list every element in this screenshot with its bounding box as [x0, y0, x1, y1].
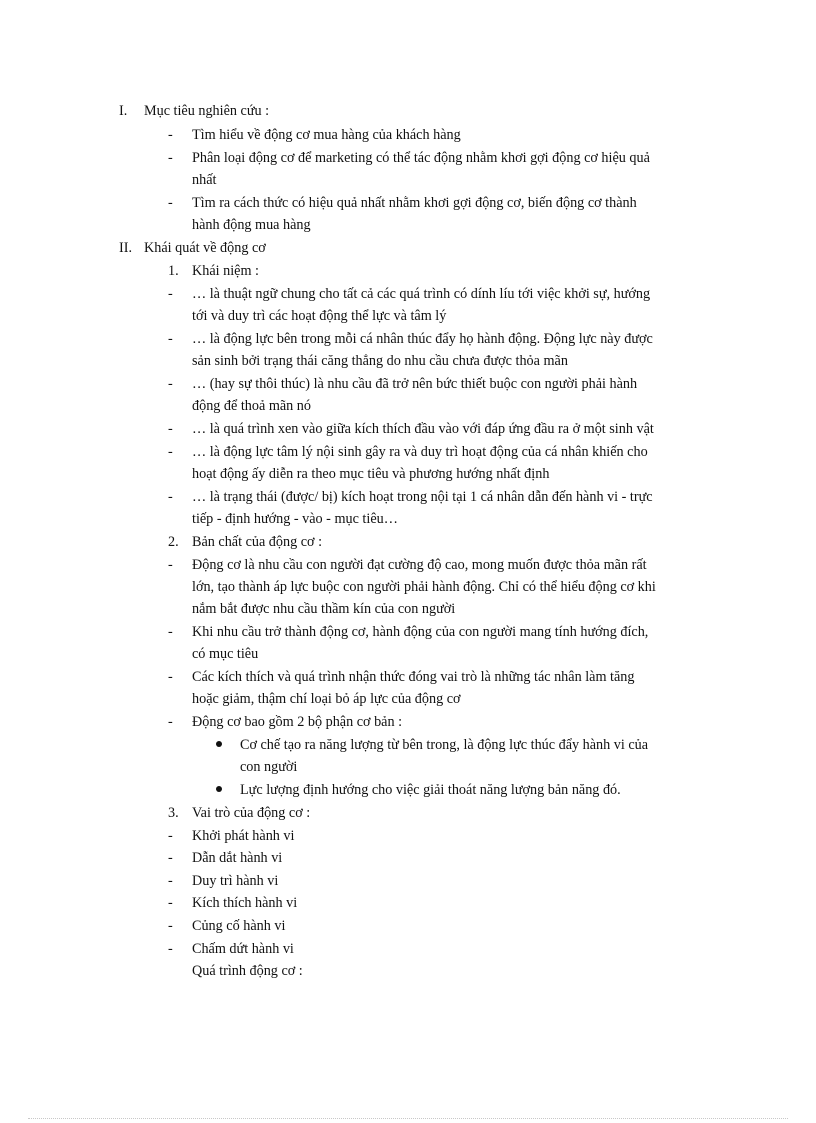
dash-marker: -: [168, 286, 173, 302]
list-item-line: Chấm dứt hành vi: [192, 941, 294, 957]
dash-marker: -: [168, 873, 173, 889]
dash-marker: -: [168, 918, 173, 934]
list-item-line: Động cơ bao gồm 2 bộ phận cơ bản :: [192, 714, 403, 730]
list-item-line: hành động mua hàng: [192, 217, 311, 233]
list-item-line: Khởi phát hành vi: [192, 828, 295, 844]
list-item-line: Phân loại động cơ để marketing có thể tác động nhằm khơi gợi động cơ hiệu quả: [192, 150, 650, 166]
dash-marker: -: [168, 331, 173, 347]
dash-marker: -: [168, 195, 173, 211]
list-item-line: … là động lực bên trong mỗi cá nhân thúc đẩy họ hành động. Động lực này được: [192, 331, 653, 347]
subsection-heading: Bản chất của động cơ :: [192, 534, 323, 550]
list-item-line: Củng cố hành vi: [192, 918, 286, 934]
subsection-heading: Vai trò của động cơ :: [192, 805, 311, 821]
list-item-line: Duy trì hành vi: [192, 873, 279, 889]
dash-marker: -: [168, 828, 173, 844]
page-bottom-divider: [28, 1118, 788, 1119]
section-heading: Khái quát về động cơ: [144, 240, 266, 256]
dash-marker: -: [168, 127, 173, 143]
dash-marker: -: [168, 850, 173, 866]
bullet-item-line: con người: [240, 759, 298, 775]
list-item-line: … là thuật ngữ chung cho tất cả các quá trình có dính líu tới việc khởi sự, hướng: [192, 286, 651, 302]
list-item-line: Tìm ra cách thức có hiệu quả nhất nhằm khơi gợi động cơ, biến động cơ thành: [192, 195, 637, 211]
list-item-line: tới và duy trì các hoạt động thể lực và tâm lý: [192, 308, 447, 324]
list-item-line: Khi nhu cầu trở thành động cơ, hành động của con người mang tính hướng đích,: [192, 624, 649, 640]
list-item-line: … là quá trình xen vào giữa kích thích đầu vào với đáp ứng đầu ra ở một sinh vật: [192, 421, 654, 437]
list-item-line: Các kích thích và quá trình nhận thức đóng vai trò là những tác nhân làm tăng: [192, 669, 635, 685]
subsection-number: 1.: [168, 263, 179, 279]
list-item-line: nhất: [192, 172, 217, 188]
dash-marker: -: [168, 557, 173, 573]
bullet-item-line: Lực lượng định hướng cho việc giải thoát năng lượng bản năng đó.: [240, 782, 621, 798]
section-heading: Mục tiêu nghiên cứu :: [144, 103, 270, 119]
list-item-line: lớn, tạo thành áp lực buộc con người phải hành động. Chỉ có thể hiểu động cơ khi: [192, 579, 656, 595]
list-item-line: … là trạng thái (được/ bị) kích hoạt trong nội tại 1 cá nhân dẫn đến hành vi - trực: [192, 489, 653, 505]
list-item-line: … (hay sự thôi thúc) là nhu cầu đã trở nên bức thiết buộc con người phải hành: [192, 376, 638, 392]
list-item-line: Tìm hiểu về động cơ mua hàng của khách hàng: [192, 127, 461, 143]
dash-marker: -: [168, 669, 173, 685]
subsection-number: 2.: [168, 534, 179, 550]
list-item-line: tiếp - định hướng - vào - mục tiêu…: [192, 511, 398, 527]
dash-marker: -: [168, 714, 173, 730]
dash-marker: -: [168, 150, 173, 166]
section-numeral: II.: [119, 240, 132, 256]
section-numeral: I.: [119, 103, 128, 119]
dash-marker: -: [168, 895, 173, 911]
list-item-line: có mục tiêu: [192, 646, 259, 662]
dash-marker: -: [168, 624, 173, 640]
dash-marker: -: [168, 489, 173, 505]
list-item-line: nắm bắt được nhu cầu thầm kín của con người: [192, 601, 456, 617]
subsection-heading: Khái niệm :: [192, 263, 259, 279]
list-item-line: Kích thích hành vi: [192, 895, 298, 911]
dash-marker: -: [168, 941, 173, 957]
list-item-line: … là động lực tâm lý nội sinh gây ra và duy trì hoạt động của cá nhân khiến cho: [192, 444, 648, 460]
dash-marker: -: [168, 376, 173, 392]
bullet-item-line: Cơ chế tạo ra năng lượng từ bên trong, là động lực thúc đẩy hành vi của: [240, 737, 649, 753]
bullet-dot-icon: [216, 741, 222, 747]
trailing-heading: Quá trình động cơ :: [192, 963, 303, 979]
subsection-number: 3.: [168, 805, 179, 821]
dash-marker: -: [168, 444, 173, 460]
list-item-line: sản sinh bởi trạng thái căng thẳng do nhu cầu chưa được thỏa mãn: [192, 353, 568, 369]
list-item-line: Dẫn dắt hành vi: [192, 850, 283, 866]
list-item-line: Động cơ là nhu cầu con người đạt cường độ cao, mong muốn được thỏa mãn rất: [192, 557, 647, 573]
bullet-dot-icon: [216, 786, 222, 792]
list-item-line: hoặc giảm, thậm chí loại bỏ áp lực của động cơ: [192, 691, 461, 707]
list-item-line: hoạt động ấy diễn ra theo mục tiêu và phương hướng nhất định: [192, 466, 550, 482]
list-item-line: động để thoả mãn nó: [192, 398, 311, 414]
dash-marker: -: [168, 421, 173, 437]
